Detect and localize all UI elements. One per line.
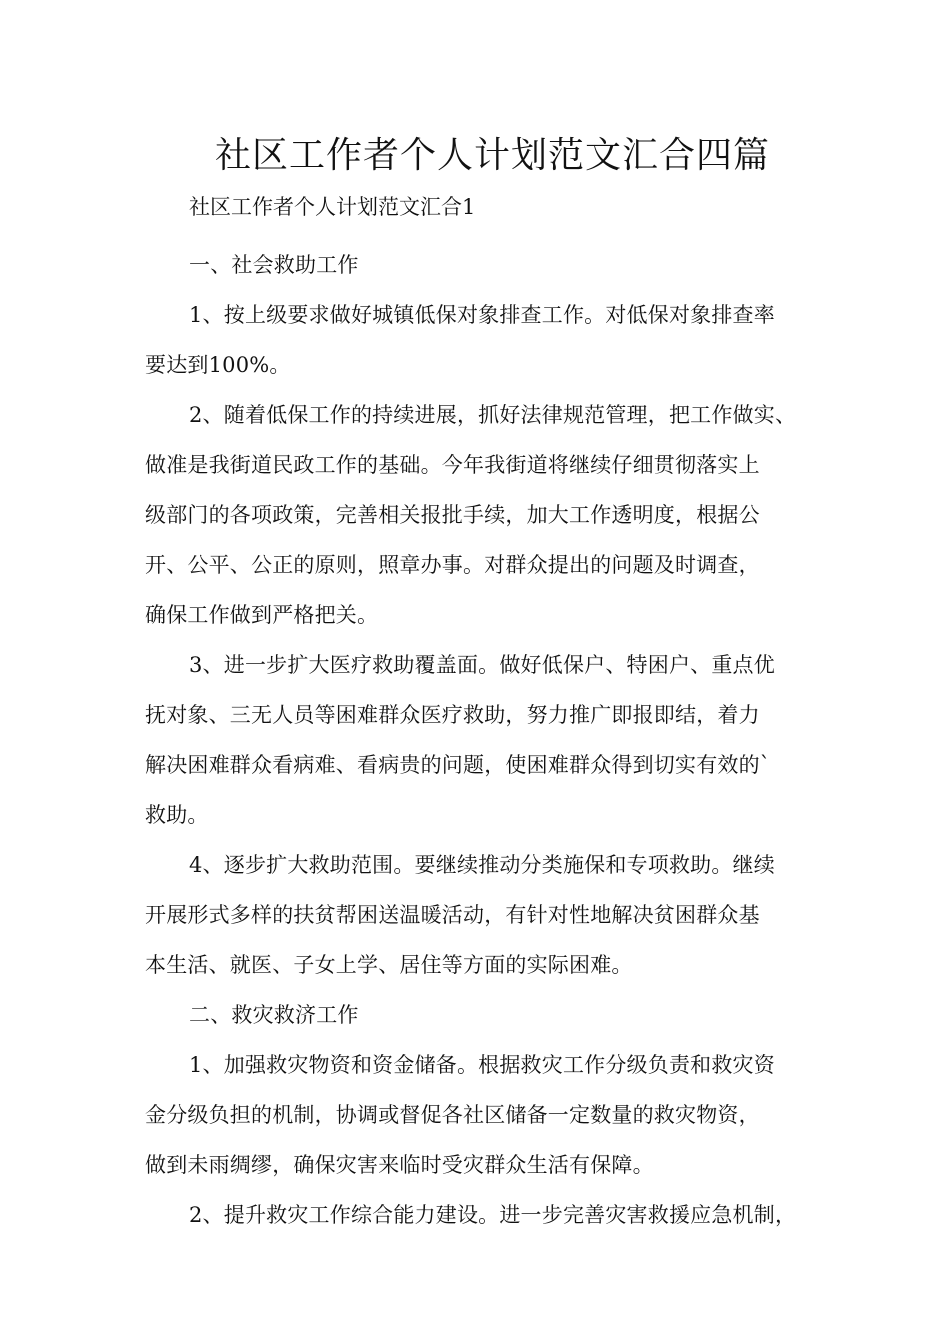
paragraph [145, 990, 830, 1040]
paragraph-line: 确保工作做到严格把关。 [145, 603, 379, 627]
paragraph-line: 二、救灾救济工作 [189, 1003, 359, 1027]
paragraph [145, 1040, 830, 1190]
paragraph-line: 开展形式多样的扶贫帮困送温暖活动，有针对性地解决贫困群众基 [145, 903, 760, 927]
paragraph-line: 做准是我街道民政工作的基础。今年我街道将继续仔细贯彻落实上 [145, 453, 760, 477]
paragraph [145, 390, 830, 640]
paragraph-line: 金分级负担的机制，协调或督促各社区储备一定数量的救灾物资， [145, 1103, 760, 1127]
paragraph-line: 救助。 [145, 803, 209, 827]
paragraph [145, 840, 830, 990]
paragraph-line: 做到未雨绸缪，确保灾害来临时受灾群众生活有保障。 [145, 1153, 654, 1177]
paragraph-line: 抚对象、三无人员等困难群众医疗救助，努力推广即报即结，着力 [145, 703, 760, 727]
paragraph-line: 3、进一步扩大医疗救助覆盖面。做好低保户、特困户、重点优 [189, 653, 775, 677]
paragraph-line: 解决困难群众看病难、看病贵的问题，使困难群众得到切实有效的` [145, 753, 771, 777]
paragraph-line: 要达到100%。 [145, 353, 291, 377]
paragraph-line: 级部门的各项政策，完善相关报批手续，加大工作透明度，根据公 [145, 503, 760, 527]
paragraph-line: 1、按上级要求做好城镇低保对象排查工作。对低保对象排查率 [189, 303, 775, 327]
paragraph-line: 本生活、就医、子女上学、居住等方面的实际困难。 [145, 953, 633, 977]
paragraph-line: 开、公平、公正的原则，照章办事。对群众提出的问题及时调查， [145, 553, 760, 577]
paragraph-line: 1、加强救灾物资和资金储备。根据救灾工作分级负责和救灾资 [189, 1053, 775, 1077]
paragraph [145, 290, 830, 390]
paragraph [145, 240, 830, 290]
document-body [145, 240, 830, 1240]
paragraph-line: 2、随着低保工作的持续进展，抓好法律规范管理，把工作做实、 [189, 403, 797, 427]
paragraph-line: 2、提升救灾工作综合能力建设。进一步完善灾害救援应急机制， [189, 1203, 797, 1227]
paragraph [145, 1190, 830, 1240]
paragraph [145, 640, 830, 840]
document-title: 社区工作者个人计划范文汇合四篇 [214, 135, 770, 176]
paragraph-line: 一、社会救助工作 [189, 253, 359, 277]
paragraph-line: 4、逐步扩大救助范围。要继续推动分类施保和专项救助。继续 [189, 853, 775, 877]
document-subtitle: 社区工作者个人计划范文汇合1 [189, 195, 476, 219]
